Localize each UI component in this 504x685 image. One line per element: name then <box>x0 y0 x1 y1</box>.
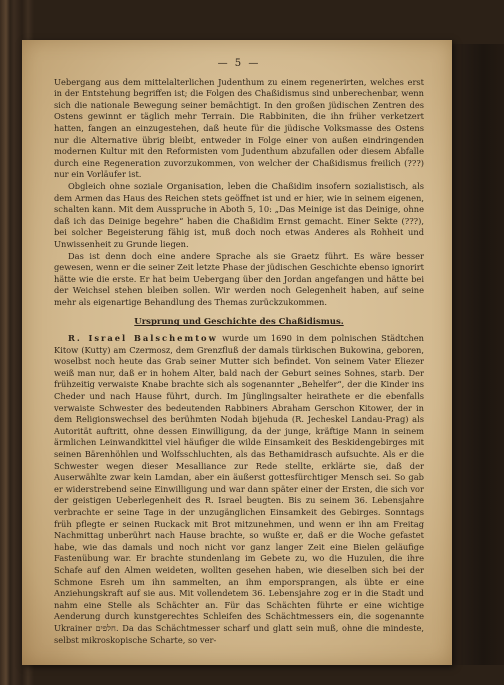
person-name: R. Israel Balschemtow <box>68 333 218 344</box>
paragraph-1: Uebergang aus dem mittelalterlichen Judenthum zu einem regenerirten, welches erst in der Entstehung begriffen ist; die Folgen des Chaßidismus sind unberechenbar, wenn sich die nationale Bewegung seiner bemächtigt. In den großen jüdischen Zentren des Ostens gewinnt er täglich mehr Terrain. Die Rabbiniten, die ihn früher verketzert hatten, fangen an einzugestehen, daß heute für die jüdische Volksmasse des Ostens nur die Alternative übrig bleibt, entweder in Folge einer von außen eindringenden modernen Kultur mit den Reformisten vom Judenthum abzufallen oder diesem Abfalle durch eine Regeneration zuvorzukommen, von welcher der Chaßidismus freilich (???) nur ein Vorläufer ist. <box>54 76 424 180</box>
section-heading-text: Ursprung und Geschichte des Chaßidismus. <box>134 317 344 328</box>
page-number: — 5 — <box>217 58 261 69</box>
paragraph-3: Das ist denn doch eine andere Sprache als sie Graetz führt. Es wäre besser gewesen, wenn er die seiner Zeit letzte Phase der jüdischen Geschichte ebenso ignorirt hätte wie die erste. Er hat beim Uebergang über den Jordan angefangen und hätte bei der Weichsel stehen bleiben sollen. Wir werden noch Gelegenheit haben, auf seine mehr als eigenartige Behandlung des Themas zurückzukommen. <box>54 250 424 307</box>
section-heading <box>54 317 424 329</box>
page-content <box>54 58 424 646</box>
section-paragraph <box>54 333 424 646</box>
paragraph-2: Obgleich ohne soziale Organisation, leben die Chaßidim insofern sozialistisch, als dem Armen das Haus des Reichen stets geöffnet ist und er hier, wie in seinem eigenen, schalten kann. Mit dem Ausspruche in Aboth 5, 10: „Das Meinige ist das Deinige, ohne daß ich das Deinige begehre“ haben die Chaßidim Ernst gemacht. Einer Sekte (???), bei solcher Begeisterung fähig ist, muß doch noch etwas Anderes als Rohheit und Unwissenheit zu Grunde liegen. <box>54 180 424 249</box>
book-page <box>22 40 452 665</box>
page-stack-edge <box>452 44 504 665</box>
section-paragraph-text: wurde um 1690 in dem polnischen Städtchen Kitow (Kutty) am Czermosz, dem Grenzfluß der damals türkischen Bukowina, geboren, woselbst noch heute das Grab seiner Mutter sich befindet. Von seinem Vater Eliezer weiß man nur, daß er in hohem Alter, bald nach der Geburt seines Sohnes, starb. Der frühzeitig verwaiste Knabe brachte sich als sogenannter „Behelfer“, der die Kinder ins Cheder und nach Hause führt, durch. Im Jünglingsalter heirathete er die ebenfalls verwaiste Schwester des bedeutenden Rabbiners Abraham Gerschon Kitower, der in dem Religionswechsel des berühmten Nodah bijehuda (R. Jecheskel Landau-Prag) als Autorität auftritt, ohne dessen Einwilligung, da der junge, kräftige Mann in seinem ärmlichen Leinwandkittel viel häufiger die wilde Einsamkeit des Beskidengebirges mit seinen Bärenhöhlen und Wolfsschluchten, als das Bethamidrasch aufsuchte. Als er die Schwester wegen dieser Mesalliance zur Rede stellte, erklärte sie, daß der Auserwählte zwar kein Lamdan, aber ein äußerst gottesfürchtiger Mensch sei. So gab er widerstrebend seine Einwilligung und war dann später einer der Ersten, die sich vor der geistigen Ueberlegenheit des R. Israel beugten. Bis zu seinem 36. Lebensjahre verbrachte er seine Tage in der unzugänglichen Einsamkeit des Gebirges. Sonntags früh pflegte er seinen Ruckack mit Brot mitzunehmen, und wenn er ihn am Freitag Nachmittag unberührt nach Hause brachte, so wußte er, daß er die Woche gefastet habe, wie das damals und noch nicht vor ganz langer Zeit eine Bielen geläufige Fastenübung war. Er brachte stundenlang im Gebete zu, wo die Huzulen, die ihre Schafe auf den Almen weideten, wollten gesehen haben, wie dieselben sich bei der Schmone Esreh um ihn sammelten, an ihm emporsprangen, als übte er eine Anziehungskraft auf sie aus. Mit vollendetem 36. Lebensjahre zog er in die Stadt und nahm eine Stelle als Schächter an. Für das Schächten führte er eine wichtige Aenderung durch kunstgerechtes Schleifen des Schächtmessers ein, die sogenannte Ukrainer חלפים. Da das Schächtmesser scharf und glatt sein muß, ohne die mindeste, selbst mikroskopische Scharte, so ver- <box>54 333 424 645</box>
